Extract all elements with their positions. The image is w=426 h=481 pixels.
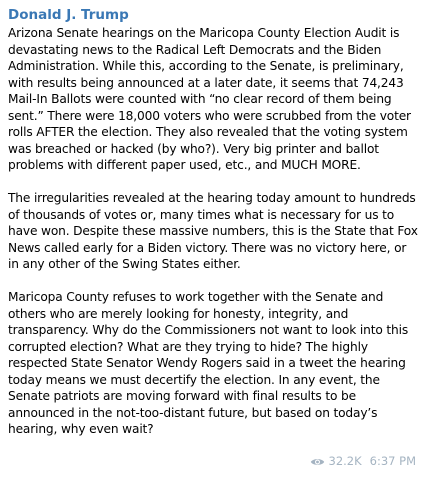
message-paragraph-1: Arizona Senate hearings on the Maricopa County Election Audit is devastating news to the Radical Left Democrats and the Biden Administration. While this, according to the Senate, is preliminary, with results being announced at a later date, it seems that 74,243 Mail-In Ballots were counted with “no clear record of them being sent.” There were 18,000 voters who were scrubbed from the voter rolls AFTER the election. They also revealed that the voting system was breached or hacked (by who?). Very big printer and ballot problems with different paper used, etc., and MUCH MORE.	[8, 26, 411, 172]
message-text	[8, 25, 418, 438]
sender-name[interactable]: Donald J. Trump	[8, 7, 129, 23]
eye-icon	[310, 456, 325, 466]
view-count: 32.2K	[328, 454, 362, 468]
message-meta	[310, 454, 417, 468]
message-paragraph-2: The irregularities revealed at the hearing today amount to hundreds of thousands of votes or, many times what is necessary for us to have won. Despite these massive numbers, this is the State that Fox News called early for a Biden victory. There was no victory here, or in any other of the Swing States either.	[8, 191, 418, 271]
message-paragraph-3: Maricopa County refuses to work together with the Senate and others who are merely looking for honesty, integrity, and transparency. Why do the Commissioners not want to look into this corrupted election? What are they trying to hide? The highly respected State Senator Wendy Rogers said in a tweet the hearing today means we must decertify the election. In any event, the Senate patriots are moving forward with final results to be announced in the not-too-distant future, but based on today’s hearing, why even wait?	[8, 290, 409, 436]
message-time: 6:37 PM	[369, 454, 416, 468]
